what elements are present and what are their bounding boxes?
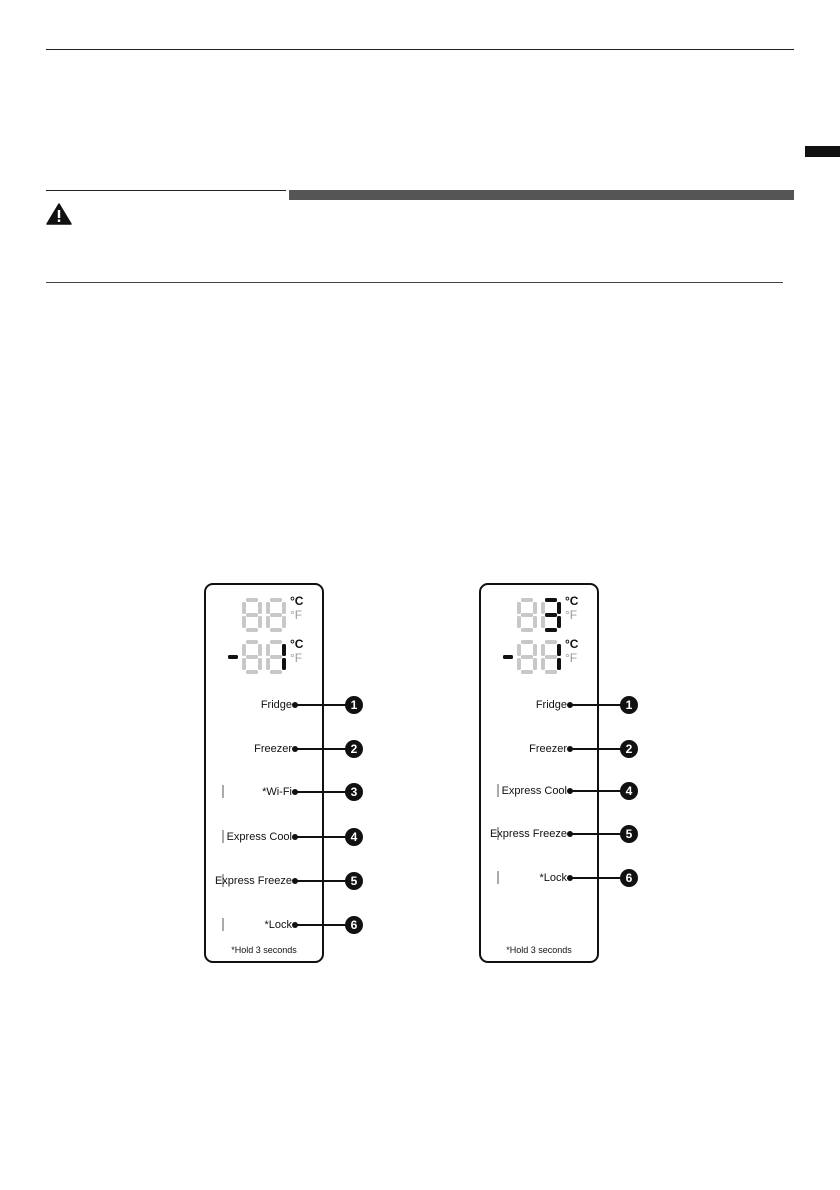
indicator-bar <box>222 918 224 931</box>
callout-number-3: 3 <box>345 783 363 801</box>
display-segment <box>533 658 537 670</box>
callout-number-4: 4 <box>620 782 638 800</box>
express-cool-button-label: Express Cool <box>226 831 292 843</box>
panel-row-freezer[interactable] <box>481 741 681 757</box>
unit-celsius: °C <box>565 594 579 608</box>
header-rule <box>46 49 794 50</box>
display-segment <box>258 644 262 656</box>
warning-triangle-icon <box>46 203 72 225</box>
display-segment <box>270 670 282 674</box>
callout-number-5: 5 <box>345 872 363 890</box>
display-segment <box>517 644 521 656</box>
display-segment <box>545 670 557 674</box>
display-segment <box>246 628 258 632</box>
callout-line <box>295 791 348 793</box>
display-segment <box>541 602 545 614</box>
display-segment <box>541 658 545 670</box>
callout-number-5: 5 <box>620 825 638 843</box>
display-segment <box>282 616 286 628</box>
display-segment <box>246 670 258 674</box>
display-segment <box>517 602 521 614</box>
express-freeze-button-label: Express Freeze <box>214 875 292 887</box>
hold-note: *Hold 3 seconds <box>231 945 297 955</box>
indicator-bar <box>497 784 499 797</box>
display-segment <box>282 658 286 670</box>
indicator-bar <box>497 871 499 884</box>
callout-line <box>295 924 348 926</box>
display-segment <box>533 644 537 656</box>
display-segment <box>545 640 557 644</box>
panel-row-lock[interactable] <box>481 870 681 886</box>
wifi-button-label: *Wi-Fi <box>262 786 292 798</box>
panel-row-express-freeze[interactable] <box>481 826 681 842</box>
callout-line <box>570 704 623 706</box>
callout-line <box>570 877 623 879</box>
unit-celsius: °C <box>565 637 579 651</box>
display-segment <box>282 602 286 614</box>
unit-fahrenheit: °F <box>565 608 578 622</box>
display-segment <box>545 613 557 617</box>
control-panel-standard-model <box>479 583 633 963</box>
unit-fahrenheit: °F <box>565 651 578 665</box>
display-segment <box>282 644 286 656</box>
unit-fahrenheit: °F <box>290 608 303 622</box>
callout-line <box>295 880 348 882</box>
callout-line <box>570 748 623 750</box>
indicator-bar <box>222 830 224 843</box>
callout-number-6: 6 <box>620 869 638 887</box>
display-segment <box>545 598 557 602</box>
callout-line <box>295 704 348 706</box>
display-segment <box>545 628 557 632</box>
display-segment <box>521 655 533 659</box>
hold-note: *Hold 3 seconds <box>506 945 572 955</box>
panel-row-freezer[interactable] <box>206 741 406 757</box>
lock-button-label: *Lock <box>539 872 567 884</box>
callout-line <box>570 833 623 835</box>
callout-number-4: 4 <box>345 828 363 846</box>
display-segment <box>266 644 270 656</box>
display-segment <box>541 616 545 628</box>
display-segment <box>533 616 537 628</box>
display-segment <box>242 602 246 614</box>
minus-segment <box>503 655 513 659</box>
display-segment <box>266 616 270 628</box>
display-segment <box>266 658 270 670</box>
callout-line <box>570 790 623 792</box>
display-segment <box>517 658 521 670</box>
fridge-button-label: Fridge <box>260 699 292 711</box>
indicator-bar <box>222 785 224 798</box>
display-segment <box>242 658 246 670</box>
temperature-display <box>206 585 322 685</box>
display-segment <box>557 644 561 656</box>
callout-number-1: 1 <box>345 696 363 714</box>
display-segment <box>541 644 545 656</box>
display-segment <box>258 658 262 670</box>
temperature-display <box>481 585 597 685</box>
warning-header-bar <box>289 190 794 200</box>
fridge-button-label: Fridge <box>535 699 567 711</box>
display-segment <box>521 670 533 674</box>
display-segment <box>517 616 521 628</box>
display-segment <box>557 602 561 614</box>
panel-row-express-cool[interactable] <box>206 829 406 845</box>
control-panel-wifi-model <box>204 583 358 963</box>
section-divider <box>46 282 783 283</box>
warning-header-thin-rule <box>46 190 286 191</box>
panel-row-fridge[interactable] <box>481 697 681 713</box>
display-segment <box>246 640 258 644</box>
display-segment <box>533 602 537 614</box>
display-segment <box>557 658 561 670</box>
callout-line <box>295 836 348 838</box>
display-segment <box>270 628 282 632</box>
callout-number-2: 2 <box>620 740 638 758</box>
callout-number-1: 1 <box>620 696 638 714</box>
display-segment <box>557 616 561 628</box>
callout-number-6: 6 <box>345 916 363 934</box>
panel-row-fridge[interactable] <box>206 697 406 713</box>
express-freeze-button-label: Express Freeze <box>489 828 567 840</box>
freezer-button-label: Freezer <box>254 743 292 755</box>
display-segment <box>258 602 262 614</box>
display-segment <box>545 655 557 659</box>
display-segment <box>242 616 246 628</box>
panel-row-wifi[interactable] <box>206 784 406 800</box>
language-tab-marker <box>805 146 840 157</box>
unit-celsius: °C <box>290 594 304 608</box>
freezer-button-label: Freezer <box>529 743 567 755</box>
display-segment <box>246 598 258 602</box>
panel-row-express-cool[interactable] <box>481 783 681 799</box>
display-segment <box>246 655 258 659</box>
display-segment <box>258 616 262 628</box>
panel-row-lock[interactable] <box>206 917 406 933</box>
display-segment <box>266 602 270 614</box>
display-segment <box>270 613 282 617</box>
display-segment <box>521 628 533 632</box>
lock-button-label: *Lock <box>264 919 292 931</box>
callout-number-2: 2 <box>345 740 363 758</box>
display-segment <box>270 598 282 602</box>
display-segment <box>521 598 533 602</box>
display-segment <box>246 613 258 617</box>
display-segment <box>521 613 533 617</box>
display-segment <box>270 655 282 659</box>
callout-line <box>295 748 348 750</box>
panel-row-express-freeze[interactable] <box>206 873 406 889</box>
display-segment <box>242 644 246 656</box>
express-cool-button-label: Express Cool <box>501 785 567 797</box>
display-segment <box>270 640 282 644</box>
minus-segment <box>228 655 238 659</box>
display-segment <box>521 640 533 644</box>
unit-fahrenheit: °F <box>290 651 303 665</box>
unit-celsius: °C <box>290 637 304 651</box>
